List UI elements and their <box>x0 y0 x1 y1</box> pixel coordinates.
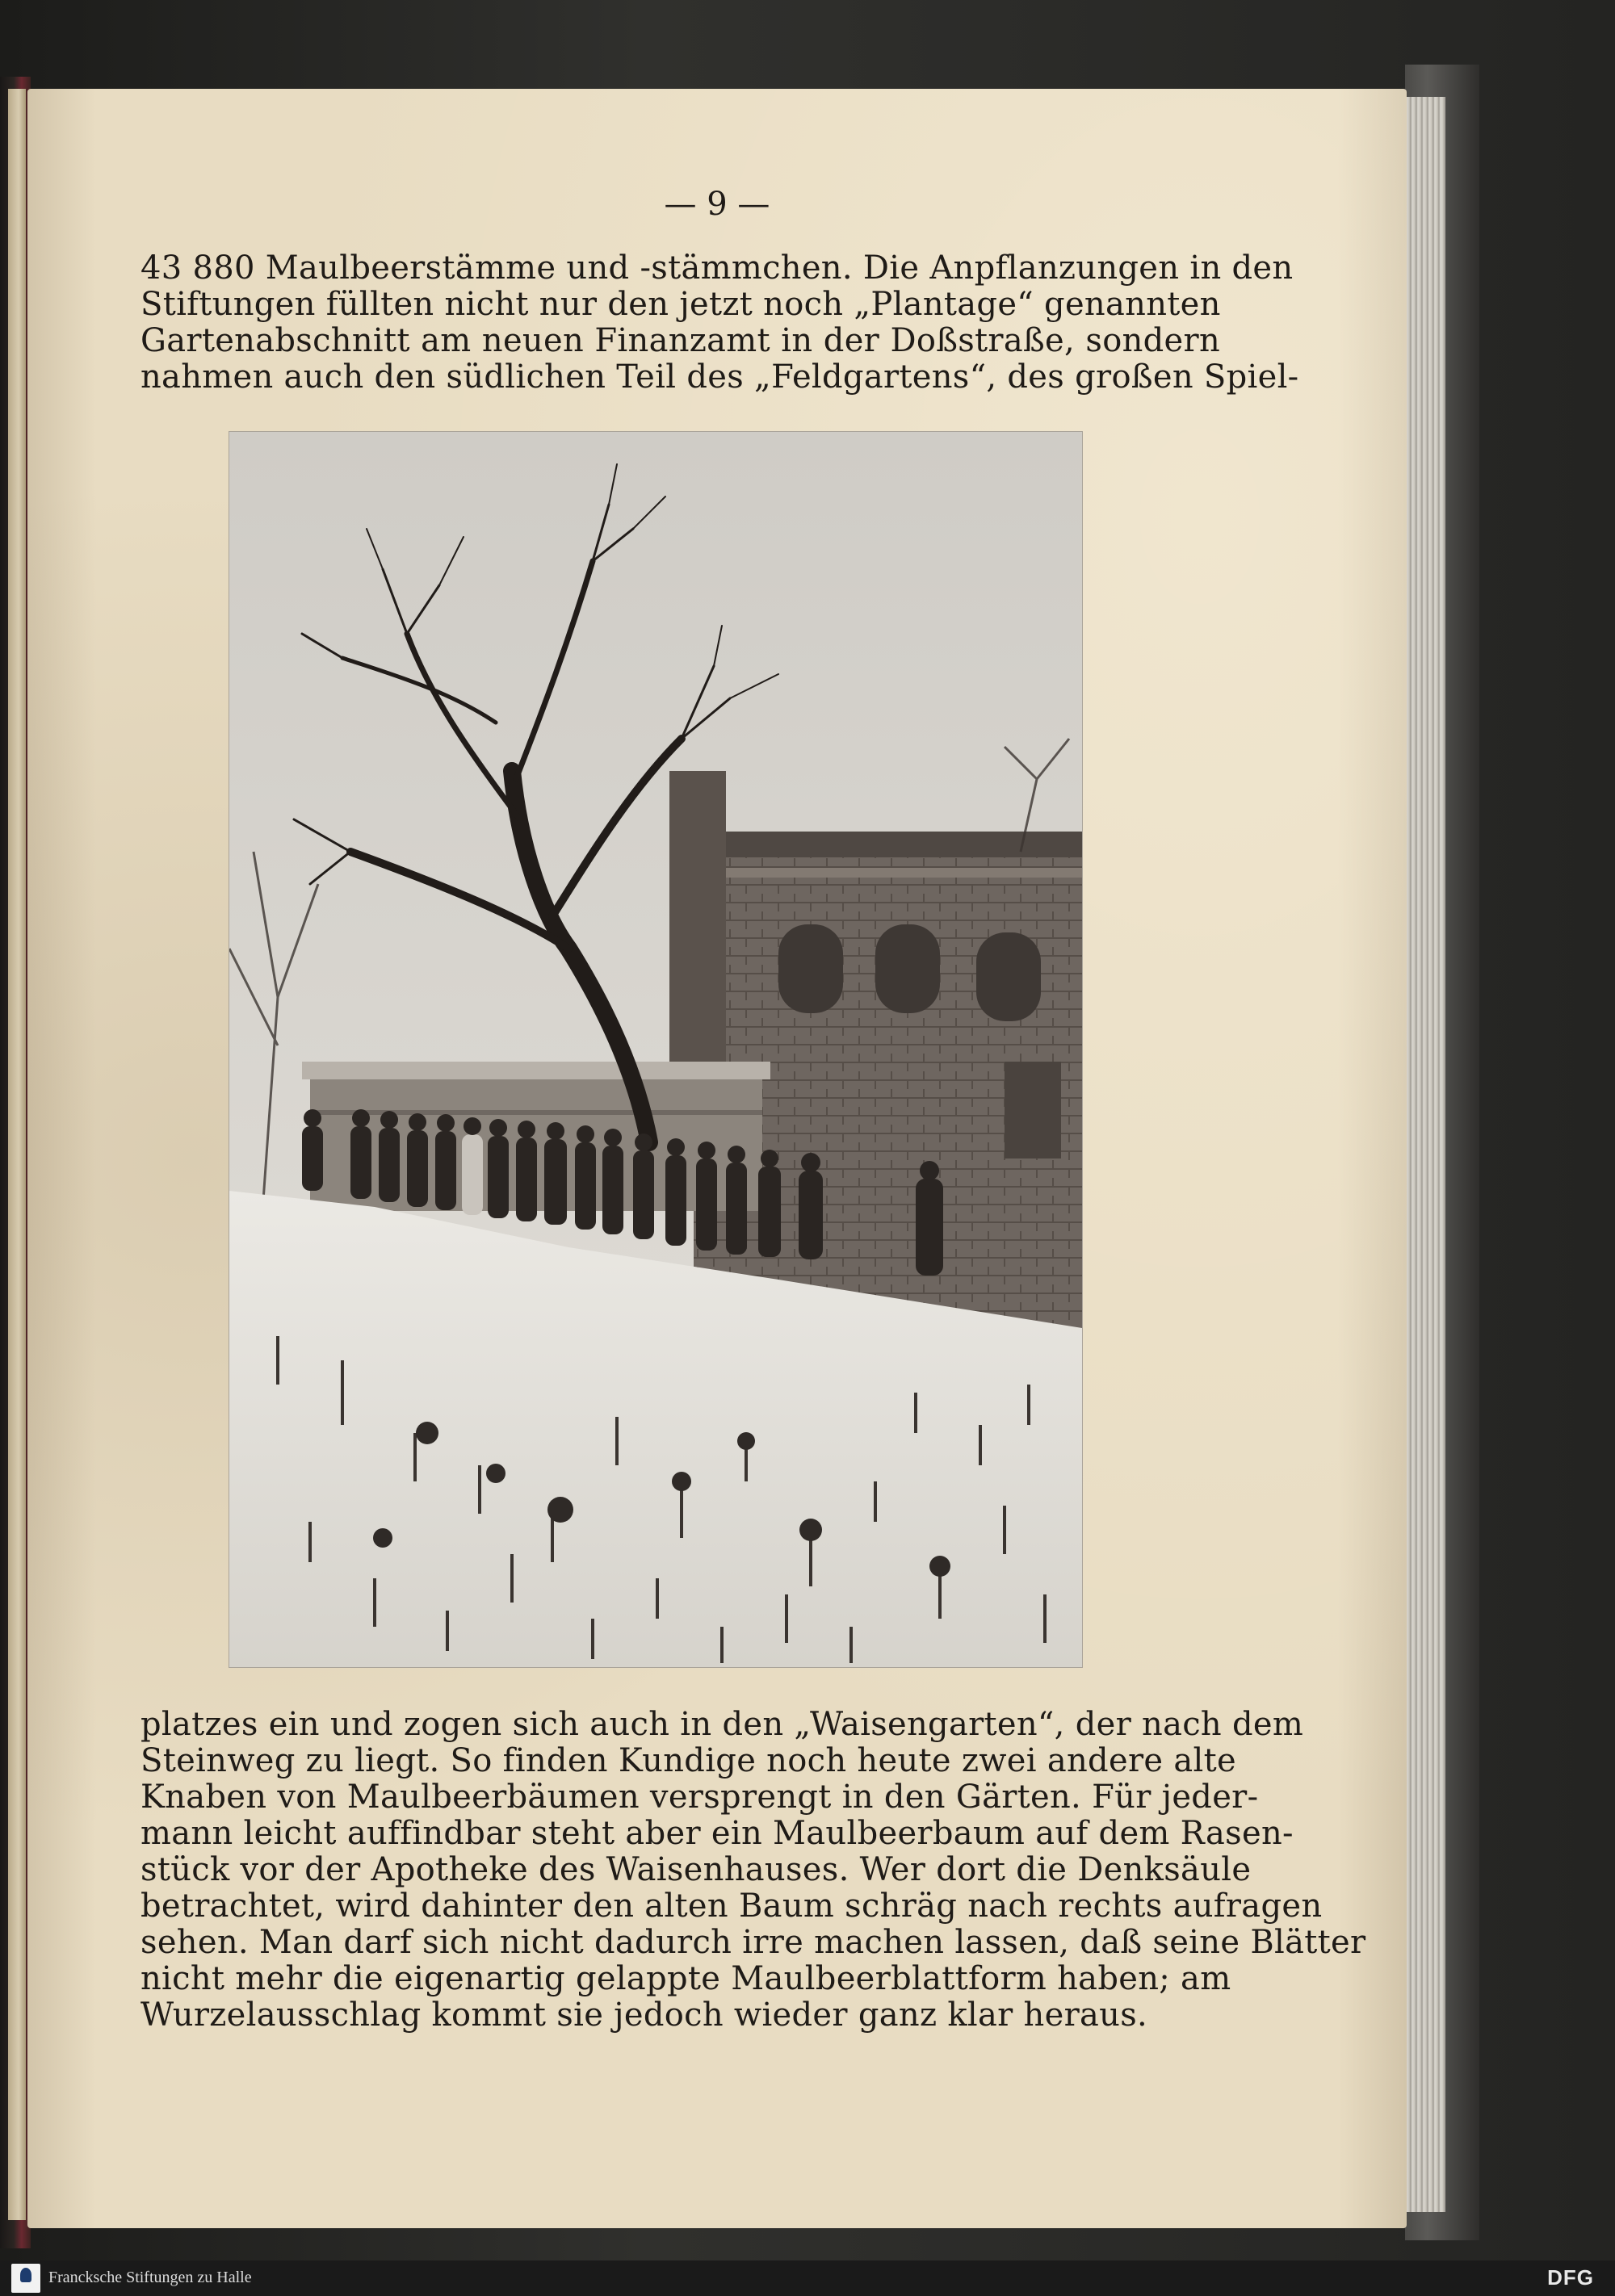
text-line: Wurzelausschlag kommt sie jedoch wieder ganz klar heraus. <box>141 1996 1148 2034</box>
paragraph-bottom <box>141 1706 1366 2034</box>
text-line: betrachtet, wird dahinter den alten Baum schräg nach rechts aufragen <box>141 1887 1323 1925</box>
institution-name: Francksche Stiftungen zu Halle <box>48 2269 252 2286</box>
text-line: stück vor der Apotheke des Waisenhauses. Wer dort die Denksäule <box>141 1851 1252 1888</box>
book-page <box>27 89 1407 2228</box>
photograph <box>229 432 1082 1667</box>
text-line: nahmen auch den südlichen Teil des „Feldgartens“, des großen Spiel- <box>141 358 1299 396</box>
text-line: Knaben von Maulbeerbäumen versprengt in den Gärten. Für jeder- <box>141 1779 1259 1816</box>
text-line: Gartenabschnitt am neuen Finanzamt in der Doßstraße, sondern <box>141 322 1220 359</box>
text-line: mann leicht auffindbar steht aber ein Maulbeerbaum auf dem Rasen- <box>141 1815 1294 1852</box>
text-line: 43 880 Maulbeerstämme und -stämmchen. Die Anpflanzungen in den <box>141 249 1294 287</box>
text-line: nicht mehr die eigenartig gelappte Maulbeerblattform haben; am <box>141 1960 1231 1997</box>
dfg-logo: DFG <box>1547 2265 1594 2290</box>
paragraph-top <box>141 249 1299 396</box>
institution-seal-icon <box>11 2264 40 2293</box>
left-page-edge <box>8 89 26 2220</box>
page-number: — 9 — <box>664 186 770 223</box>
text-line: platzes ein und zogen sich auch in den „Waisengarten“, der nach dem <box>141 1706 1304 1743</box>
viewer-footer <box>0 2260 1615 2296</box>
photo-winter-garden-scene <box>229 432 1082 1667</box>
text-line: sehen. Man darf sich nicht dadurch irre machen lassen, daß seine Blätter <box>141 1924 1366 1961</box>
photo-building <box>669 771 1082 1348</box>
text-line: Steinweg zu liegt. So finden Kundige noch heute zwei andere alte <box>141 1742 1236 1779</box>
text-line: Stiftungen füllten nicht nur den jetzt noch „Plantage“ genannten <box>141 286 1221 323</box>
